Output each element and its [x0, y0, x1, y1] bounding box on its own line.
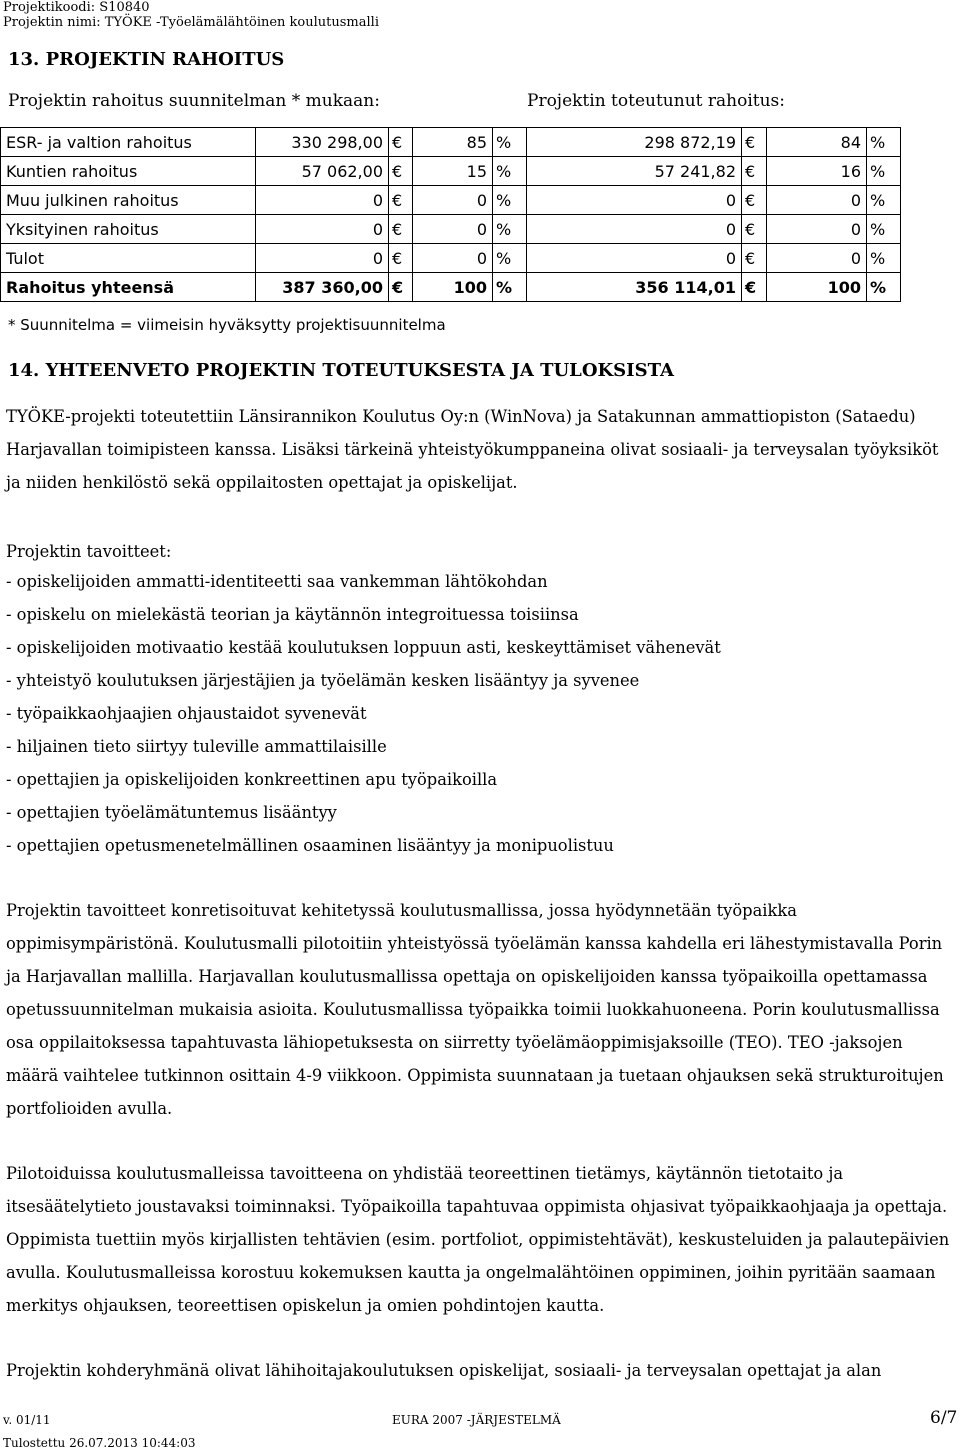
currency-symbol: € — [742, 273, 767, 302]
goal-item: - opiskelijoiden motivaatio kestää koulutuksen loppuun asti, keskeyttämiset vähenevät — [6, 638, 721, 657]
actual-percent: 0 — [767, 244, 867, 273]
currency-symbol: € — [742, 244, 767, 273]
actual-amount: 57 241,82 — [527, 157, 742, 186]
funding-row — [1, 157, 901, 186]
footer-version: v. 01/11 — [3, 1413, 51, 1427]
percent-symbol: % — [867, 128, 901, 157]
percent-symbol: % — [493, 186, 527, 215]
actual-percent: 0 — [767, 215, 867, 244]
funding-row — [1, 128, 901, 157]
funding-row — [1, 215, 901, 244]
percent-symbol: % — [493, 128, 527, 157]
goal-item: - opettajien opetusmenetelmällinen osaaminen lisääntyy ja monipuolistuu — [6, 836, 614, 855]
goal-item: - hiljainen tieto siirtyy tuleville ammattilaisille — [6, 737, 387, 756]
footer-printed: Tulostettu 26.07.2013 10:44:03 — [3, 1436, 196, 1450]
funding-source-name: Muu julkinen rahoitus — [1, 186, 256, 215]
actual-amount: 0 — [527, 186, 742, 215]
section-13-title: 13. PROJEKTIN RAHOITUS — [8, 49, 285, 70]
project-code: Projektikoodi: S10840 — [3, 0, 150, 15]
percent-symbol: % — [493, 244, 527, 273]
planned-percent: 0 — [413, 215, 493, 244]
goal-item: - opettajien ja opiskelijoiden konkreettinen apu työpaikoilla — [6, 770, 498, 789]
funding-row — [1, 186, 901, 215]
actual-amount: 298 872,19 — [527, 128, 742, 157]
planned-percent: 100 — [413, 273, 493, 302]
goals-heading: Projektin tavoitteet: — [6, 542, 172, 561]
actual-percent: 100 — [767, 273, 867, 302]
currency-symbol: € — [389, 215, 413, 244]
funding-row — [1, 273, 901, 302]
actual-funding-label: Projektin toteutunut rahoitus: — [527, 91, 785, 111]
funding-source-name: Rahoitus yhteensä — [1, 273, 256, 302]
planned-amount: 0 — [256, 244, 389, 273]
currency-symbol: € — [389, 128, 413, 157]
goal-item: - opiskelu on mielekästä teorian ja käytännön integroituessa toisiinsa — [6, 605, 579, 624]
percent-symbol: % — [867, 273, 901, 302]
funding-table — [0, 127, 901, 302]
funding-row — [1, 244, 901, 273]
goal-item: - opiskelijoiden ammatti-identiteetti saa vankemman lähtökohdan — [6, 572, 548, 591]
currency-symbol: € — [389, 244, 413, 273]
percent-symbol: % — [493, 273, 527, 302]
planned-percent: 0 — [413, 244, 493, 273]
actual-amount: 0 — [527, 215, 742, 244]
currency-symbol: € — [742, 157, 767, 186]
percent-symbol: % — [867, 186, 901, 215]
percent-symbol: % — [493, 215, 527, 244]
planned-percent: 85 — [413, 128, 493, 157]
planned-amount: 57 062,00 — [256, 157, 389, 186]
funding-source-name: ESR- ja valtion rahoitus — [1, 128, 256, 157]
page-number: 6/7 — [930, 1408, 958, 1428]
funding-source-name: Yksityinen rahoitus — [1, 215, 256, 244]
planned-amount: 0 — [256, 186, 389, 215]
actual-amount: 0 — [527, 244, 742, 273]
intro-paragraph: TYÖKE-projekti toteutettiin Länsirannikon Koulutus Oy:n (WinNova) ja Satakunnan ammattiopiston (Sataedu) Harjavallan toimipisteen kanssa. Lisäksi tärkeinä yhteistyökumppaneina olivat sosiaali- ja terveysalan työyksiköt ja niiden henkilöstö sekä oppilaitosten opettajat ja opiskelijat. — [6, 407, 939, 492]
currency-symbol: € — [742, 186, 767, 215]
currency-symbol: € — [389, 186, 413, 215]
percent-symbol: % — [493, 157, 527, 186]
footer-system: EURA 2007 -JÄRJESTELMÄ — [392, 1413, 561, 1427]
goal-item: - yhteistyö koulutuksen järjestäjien ja työelämän kesken lisääntyy ja syvenee — [6, 671, 640, 690]
planned-percent: 0 — [413, 186, 493, 215]
actual-percent: 16 — [767, 157, 867, 186]
funding-note: * Suunnitelma = viimeisin hyväksytty projektisuunnitelma — [8, 316, 446, 334]
goal-item: - työpaikkaohjaajien ohjaustaidot syvenevät — [6, 704, 367, 723]
funding-source-name: Kuntien rahoitus — [1, 157, 256, 186]
planned-amount: 330 298,00 — [256, 128, 389, 157]
currency-symbol: € — [389, 273, 413, 302]
paragraph-3: Pilotoiduissa koulutusmalleissa tavoitteena on yhdistää teoreettinen tietämys, käytännön tietotaito ja itsesäätelytieto joustavaksi toiminnaksi. Työpaikoilla tapahtuvaa oppimista ohjasivat työpaikkaohjaaja ja opettaja. Oppimista tuettiin myös kirjallisten tehtävien (esim. portfoliot, oppimistehtävät), keskusteluiden ja palautepäivien avulla. Koulutusmalleissa korostuu kokemuksen kautta ja ongelmalähtöinen oppiminen, joihin pyritään saamaan merkitys ohjauksen, teoreettisen opiskelun ja omien pohdintojen kautta. — [6, 1164, 950, 1315]
goals-list — [6, 565, 956, 862]
paragraph-2: Projektin tavoitteet konretisoituvat kehitetyssä koulutusmallissa, jossa hyödynnetään työpaikka oppimisympäristönä. Koulutusmalli pilotoitiin yhteistyössä työelämän kanssa kahdella eri lähestymistavalla Porin ja Harjavallan mallilla. Harjavallan koulutusmallissa opettaja on opiskelijoiden kanssa työpaikoilla opettamassa opetussuunnitelman mukaisia asioita. Koulutusmallissa työpaikka toimii luokkahuoneena. Porin koulutusmallissa osa oppilaitoksessa tapahtuvasta lähiopetuksesta on siirretty työelämäoppimisjaksoille (TEO). TEO -jaksojen määrä vaihtelee tutkinnon osittain 4-9 viikkoon. Oppimista suunnataan ja tuetaan ohjauksen sekä strukturoitujen portfolioiden avulla. — [6, 901, 944, 1118]
currency-symbol: € — [742, 128, 767, 157]
funding-source-name: Tulot — [1, 244, 256, 273]
planned-amount: 0 — [256, 215, 389, 244]
actual-percent: 84 — [767, 128, 867, 157]
percent-symbol: % — [867, 157, 901, 186]
actual-percent: 0 — [767, 186, 867, 215]
project-name: Projektin nimi: TYÖKE -Työelämälähtöinen koulutusmalli — [3, 15, 379, 30]
goal-item: - opettajien työelämätuntemus lisääntyy — [6, 803, 337, 822]
paragraph-4: Projektin kohderyhmänä olivat lähihoitajakoulutuksen opiskelijat, sosiaali- ja terveysalan opettajat ja alan — [6, 1361, 882, 1380]
currency-symbol: € — [742, 215, 767, 244]
planned-percent: 15 — [413, 157, 493, 186]
section-14-title: 14. YHTEENVETO PROJEKTIN TOTEUTUKSESTA JA TULOKSISTA — [8, 360, 674, 381]
planned-amount: 387 360,00 — [256, 273, 389, 302]
percent-symbol: % — [867, 244, 901, 273]
currency-symbol: € — [389, 157, 413, 186]
planned-funding-label: Projektin rahoitus suunnitelman * mukaan: — [8, 91, 380, 111]
actual-amount: 356 114,01 — [527, 273, 742, 302]
percent-symbol: % — [867, 215, 901, 244]
